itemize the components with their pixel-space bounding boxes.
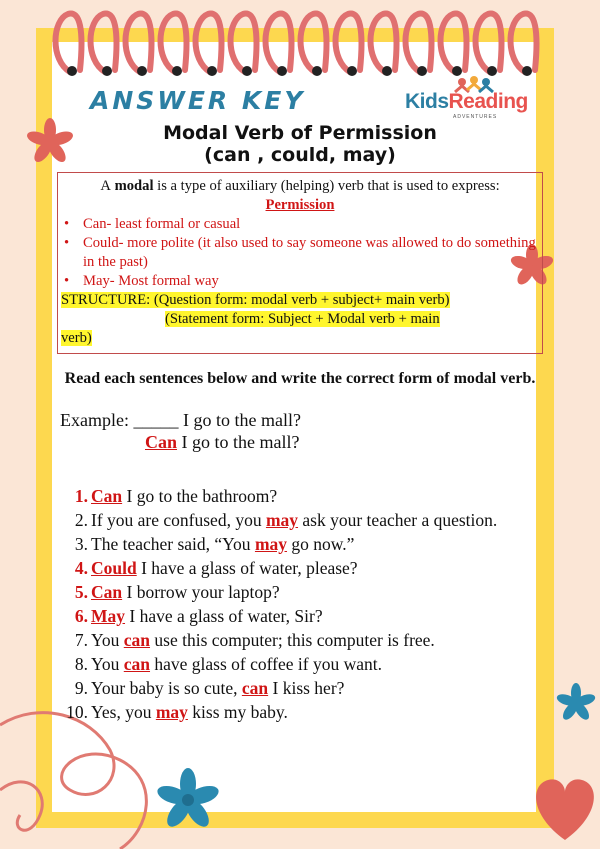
example-blank: _____: [133, 410, 179, 430]
structure-line2: (Statement form: Subject + Modal verb + main: [165, 311, 440, 327]
bullet-text: Could- more polite (it also used to say someone was allowed to do something in the past): [83, 235, 536, 270]
item-before: Your baby is so cute,: [91, 678, 238, 698]
definition-box: [57, 172, 543, 354]
list-item: [60, 580, 538, 604]
answer-key-heading: ANSWER KEY: [90, 86, 306, 115]
flower-icon: [155, 768, 221, 831]
list-item: [60, 652, 538, 676]
item-answer: can: [241, 678, 269, 698]
item-after: I borrow your laptop?: [126, 582, 280, 602]
list-item: [60, 556, 538, 580]
intro-rest: is a type of auxiliary (helping) verb that is used to express:: [157, 178, 500, 194]
flower-icon: [25, 118, 74, 165]
item-number: 9.: [74, 678, 88, 698]
definition-intro: [68, 177, 532, 215]
modal-word: modal: [114, 178, 154, 194]
item-number: 4.: [74, 558, 88, 578]
bullet-text: Can- least formal or casual: [83, 216, 241, 232]
bullet-text: May- Most formal way: [83, 273, 219, 289]
item-before: You: [91, 630, 120, 650]
page-title-line1: Modal Verb of Permission: [163, 122, 437, 144]
item-number: 6.: [74, 606, 88, 626]
item-answer: Can: [91, 486, 123, 506]
item-answer: Can: [91, 582, 123, 602]
swirl-decoration: [0, 782, 42, 830]
item-after: I go to the bathroom?: [126, 486, 278, 506]
item-after: go now.”: [291, 534, 355, 554]
item-answer: may: [155, 702, 188, 722]
item-after: I have a glass of water, please?: [141, 558, 358, 578]
item-before: You: [91, 654, 120, 674]
item-after: I have a glass of water, Sir?: [129, 606, 323, 626]
example-answer-rest: I go to the mall?: [181, 432, 300, 452]
example-question: [60, 410, 301, 431]
item-answer: can: [123, 654, 151, 674]
spiral-binding: [56, 13, 537, 72]
item-before: If you are confused, you: [91, 510, 262, 530]
item-after: ask your teacher a question.: [302, 510, 498, 530]
item-number: 1.: [74, 486, 88, 506]
flower-icon: [555, 683, 596, 722]
item-number: 5.: [74, 582, 88, 602]
item-before: The teacher said, “You: [91, 534, 251, 554]
item-number: 8.: [74, 654, 88, 674]
example-answer: [145, 432, 299, 453]
example-rest: I go to the mall?: [182, 410, 301, 430]
item-number: 2.: [74, 510, 88, 530]
item-answer: Could: [91, 558, 137, 578]
answer-list: [60, 484, 538, 724]
item-after: I kiss her?: [272, 678, 345, 698]
page-title-line2: (can , could, may): [204, 144, 396, 166]
logo-subtitle: ADVENTURES: [453, 114, 498, 120]
bullet-could: • Could- more polite (it also used to say someone was allowed to do something in the past): [64, 235, 536, 270]
item-number: 3.: [74, 534, 88, 554]
kidsreading-logo: [405, 74, 535, 124]
item-number: 7.: [74, 630, 88, 650]
list-item: [60, 508, 538, 532]
structure-note: [58, 291, 542, 348]
logo-text: [405, 90, 528, 114]
item-after: have glass of coffee if you want.: [154, 654, 382, 674]
item-number: 10.: [66, 702, 88, 722]
logo-kids: Kids: [405, 90, 449, 113]
structure-line3: verb): [61, 330, 92, 346]
item-answer: may: [265, 510, 299, 530]
instructions: Read each sentences below and write the correct form of modal verb.: [64, 370, 536, 387]
intro-prefix: A: [100, 178, 111, 194]
item-answer: May: [91, 606, 126, 626]
bullet-may: • May- Most formal way: [64, 273, 219, 289]
item-before: Yes, you: [91, 702, 152, 722]
page-title: [100, 122, 500, 166]
example-label: Example:: [60, 410, 129, 430]
list-item: [60, 628, 538, 652]
permission-word: Permission: [265, 197, 335, 213]
item-after: use this computer; this computer is free.: [154, 630, 435, 650]
bullet-can: • Can- least formal or casual: [64, 216, 241, 232]
list-item: [60, 700, 538, 724]
structure-line1: STRUCTURE: (Question form: modal verb + subject+ main verb): [61, 292, 450, 308]
list-item: [60, 532, 538, 556]
example-answer-word: Can: [145, 432, 178, 452]
logo-reading: Reading: [448, 90, 528, 113]
item-after: kiss my baby.: [192, 702, 288, 722]
item-answer: may: [254, 534, 288, 554]
list-item: [60, 484, 538, 508]
item-answer: can: [123, 630, 151, 650]
heart-icon: [536, 779, 594, 840]
list-item: [60, 604, 538, 628]
list-item: [60, 676, 538, 700]
